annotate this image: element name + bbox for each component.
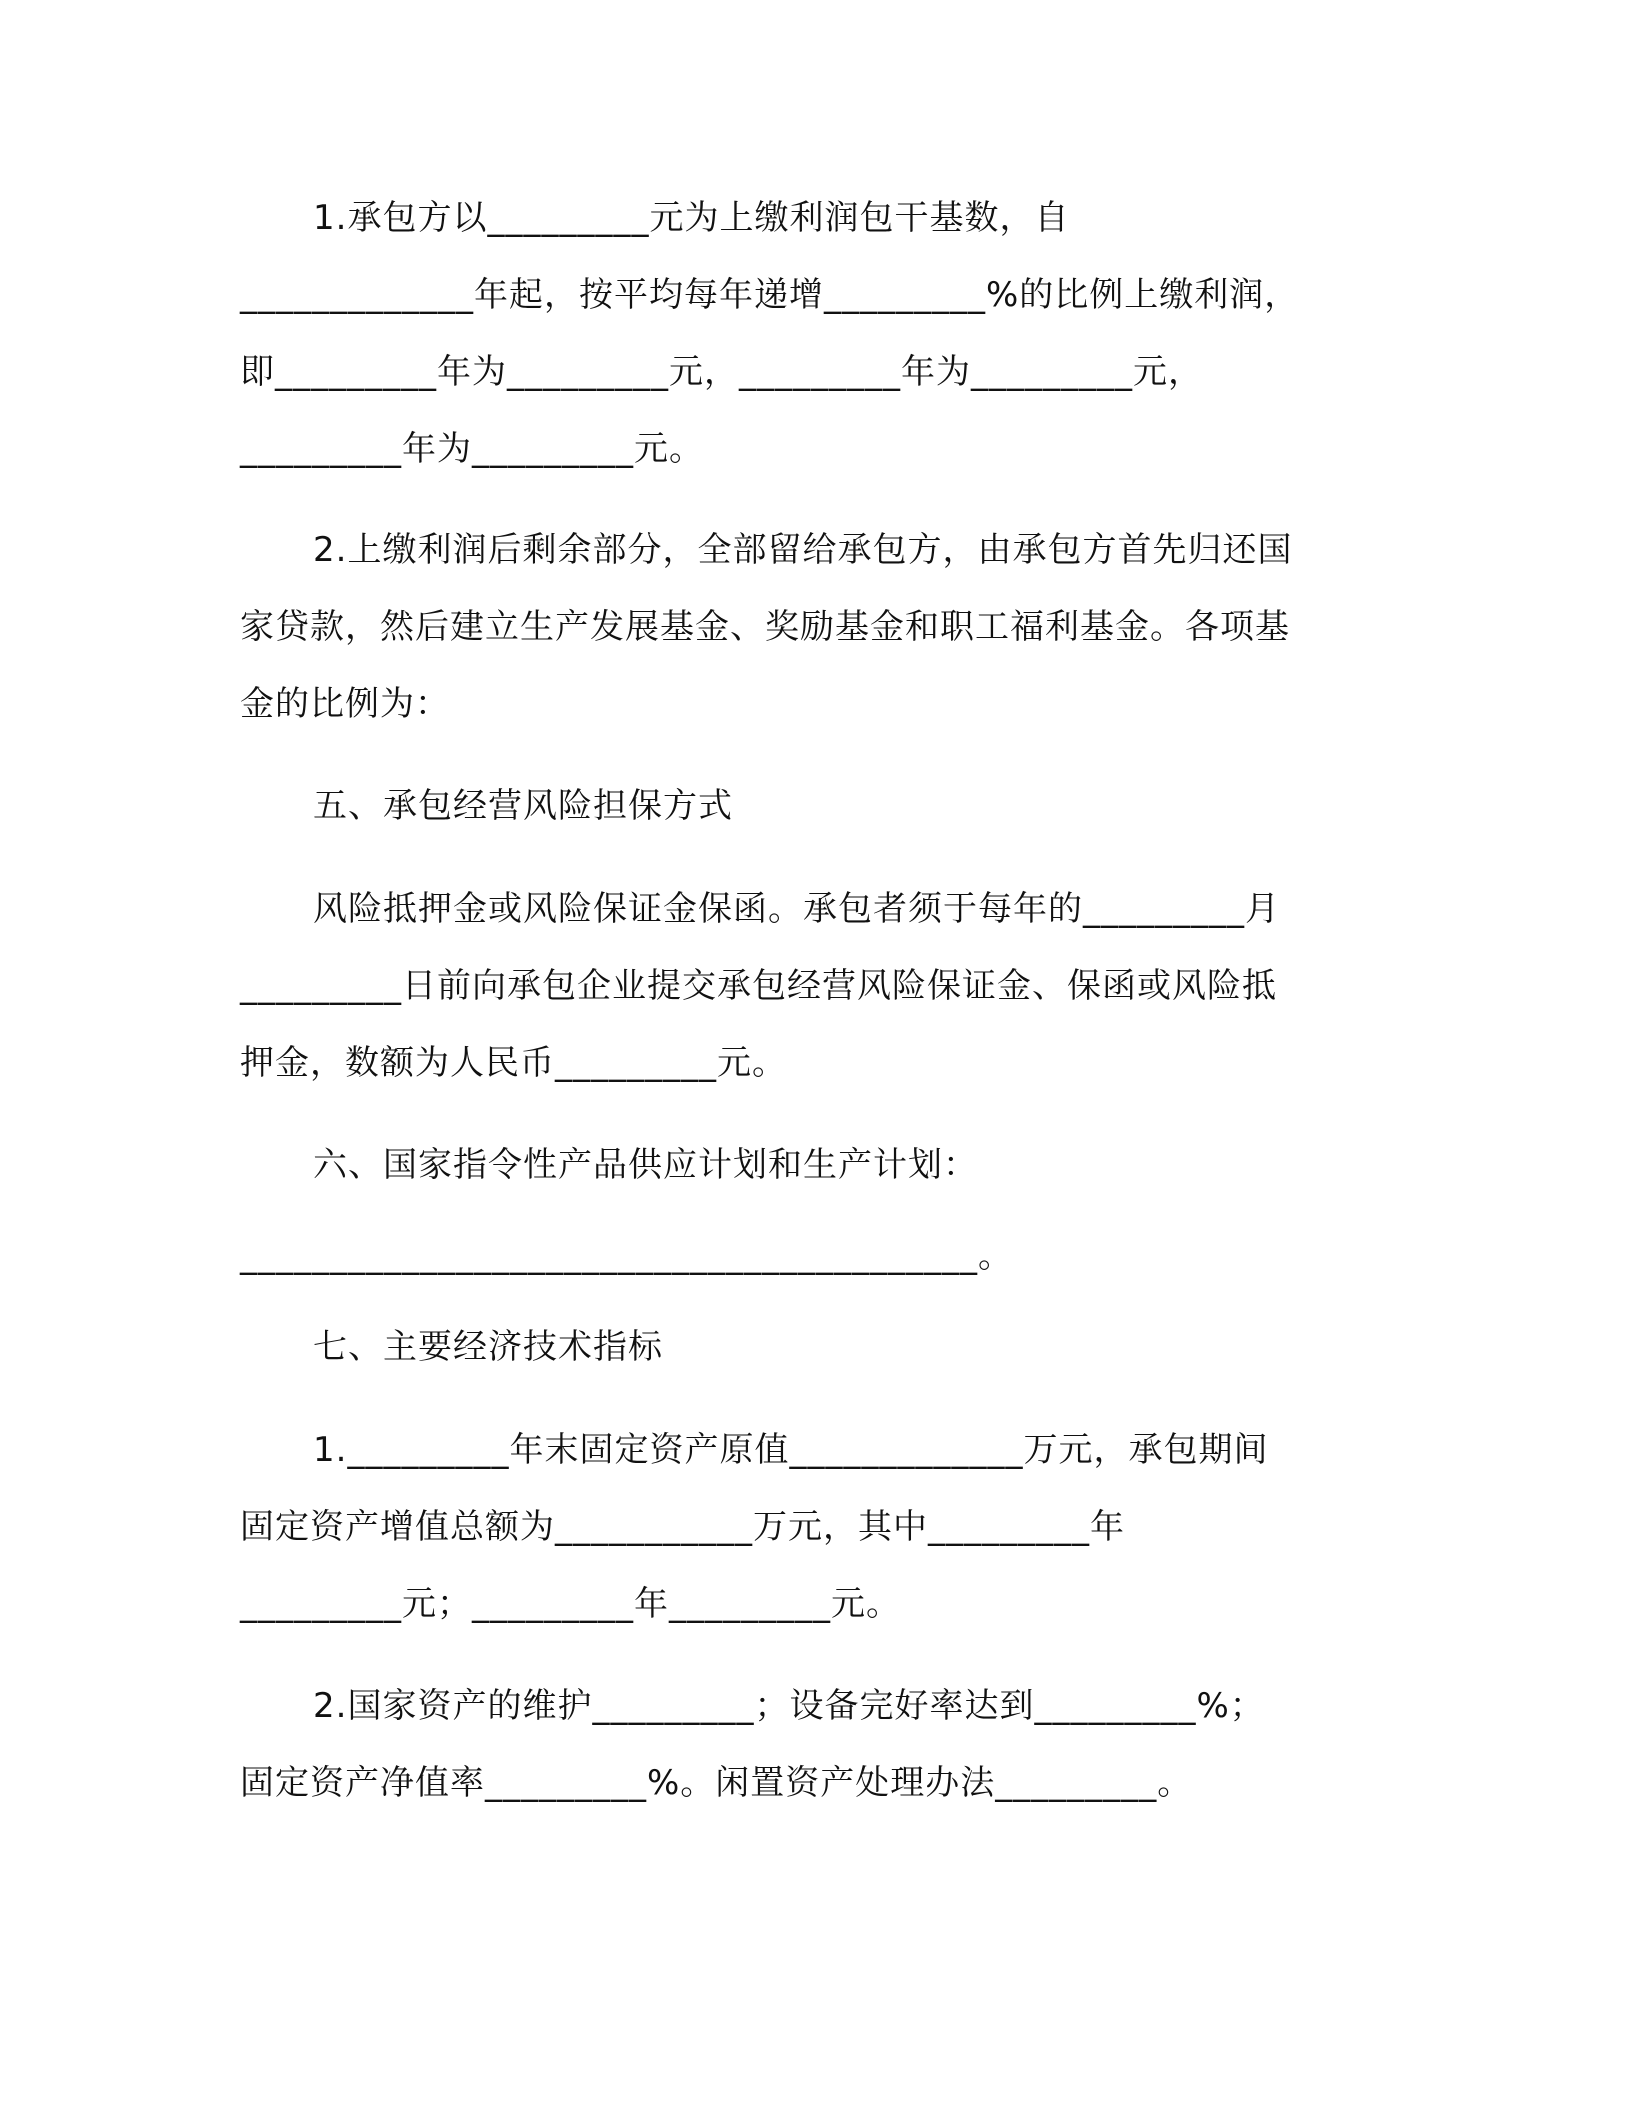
section-7-item-1-line-3: _________元；_________年_________元。 [240,1584,901,1624]
section-5-line-2: _________日前向承包企业提交承包经营风险保证金、保函或风险抵 [240,966,1277,1006]
section-5-line-3: 押金，数额为人民币_________元。 [240,1043,787,1083]
section-5-heading: 五、承包经营风险担保方式 [313,786,733,826]
section-6-blank-line: _________________________________________。 [240,1236,1013,1276]
section-7-item-1-line-2: 固定资产增值总额为___________万元，其中_________年 [240,1507,1125,1547]
section-5-line-1: 风险抵押金或风险保证金保函。承包者须于每年的_________月 [313,889,1280,929]
section-6-heading: 六、国家指令性产品供应计划和生产计划： [313,1145,978,1185]
section-7-item-2-line-2: 固定资产净值率_________%。闲置资产处理办法_________。 [240,1763,1193,1803]
section-7-item-1-line-1: 1._________年末固定资产原值_____________万元，承包期间 [313,1430,1269,1470]
clause-2-line-3: 金的比例为： [240,684,450,724]
clause-1-line-4: _________年为_________元。 [240,429,704,469]
clause-1-line-1: 1.承包方以_________元为上缴利润包干基数，自 [313,198,1070,238]
clause-2-line-2: 家贷款，然后建立生产发展基金、奖励基金和职工福利基金。各项基 [240,607,1290,647]
clause-1-line-2: _____________年起，按平均每年递增_________%的比例上缴利润， [240,275,1300,315]
clause-2-line-1: 2.上缴利润后剩余部分，全部留给承包方，由承包方首先归还国 [313,530,1293,570]
section-7-heading: 七、主要经济技术指标 [313,1327,663,1367]
section-7-item-2-line-1: 2.国家资产的维护_________；设备完好率达到_________%； [313,1686,1265,1726]
clause-1-line-3: 即_________年为_________元，_________年为_________元， [240,352,1203,392]
